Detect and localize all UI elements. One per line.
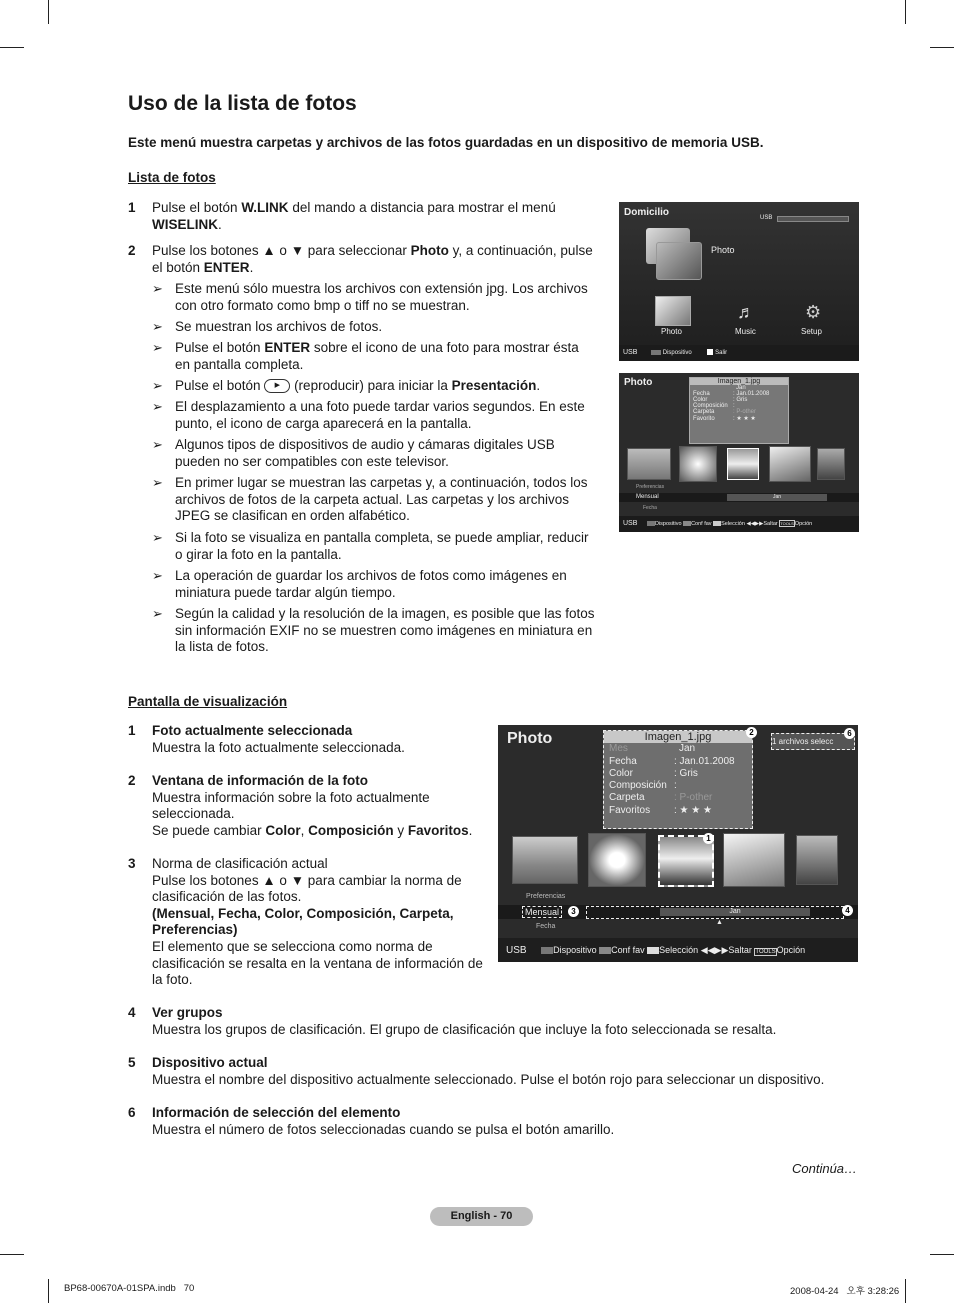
crop-mark — [0, 1254, 24, 1255]
music-note-icon[interactable]: ♬ — [737, 302, 755, 322]
play-icon: ▶ — [264, 379, 290, 393]
display-item-5: 5 Dispositivo actual Muestra el nombre del dispositivo actualmente seleccionado. Pulse el botón rojo para seleccionar un dispositivo. — [128, 1055, 825, 1087]
page-title: Uso de la lista de fotos — [128, 92, 357, 115]
thumbnail[interactable] — [723, 833, 785, 887]
status-bar: USB Dispositivo Conf fav Selección ◀◀▶▶Saltar TOOLSOpción — [498, 938, 858, 962]
callout-marker: 4 — [842, 905, 853, 916]
skip-icon: ◀◀▶▶ — [746, 521, 764, 527]
status-bar: USB Dispositivo Conf fav Selección ◀◀▶▶Saltar TOOLSOpción — [619, 516, 859, 532]
date-info: 2008-04-24 오후 3:28:26 — [790, 1286, 900, 1297]
crop-mark — [0, 47, 24, 48]
red-button-icon — [541, 947, 553, 954]
usb-label: USB — [760, 215, 773, 221]
arrow-icon: ➢ — [152, 281, 163, 296]
tv-screen-photo-large: Photo Imagen_1.jpg Mes Jan Fecha : Jan.01.2008 Color : Gris Composición : Carpeta : P-other Favoritos : ★ ★ ★ 2 1 archivos selecc 6 1 Preferencias Mensual 3 Jan 4 ▲ Fecha USB Dispositivo Conf fav Selección ◀◀▶▶Saltar TOOLSOpción — [498, 725, 858, 962]
note: ➢ Pulse el botón ENTER sobre el icono de una foto para mostrar ésta en pantalla completa. — [152, 340, 579, 372]
thumbnail[interactable] — [769, 446, 811, 482]
exit-icon — [707, 349, 713, 355]
arrow-icon: ➢ — [152, 606, 163, 621]
yellow-button-icon — [647, 947, 659, 954]
thumbnail[interactable] — [796, 835, 838, 885]
callout-marker: 1 — [703, 833, 714, 844]
selection-info: 1 archivos selecc — [771, 733, 855, 750]
section-heading: Pantalla de visualización — [128, 694, 288, 709]
crop-mark — [905, 0, 906, 24]
display-item-3: 3 Norma de clasificación actual Pulse los botones ▲ o ▼ para cambiar la norma de clasificación de las fotos. (Mensual, Fecha, Color, Composición, Carpeta, Preferencias) El elemento que se selecciona como norma de clasificación se resalta en la ventana de información de la foto. — [128, 856, 483, 988]
thumbnail[interactable] — [588, 833, 646, 887]
display-item-1: 1 Foto actualmente seleccionada Muestra la foto actualmente seleccionada. — [128, 723, 405, 755]
camera-icon — [656, 242, 702, 280]
section-heading: Lista de fotos — [128, 170, 216, 185]
menu-photo-icon[interactable] — [655, 296, 691, 326]
note: ➢ La operación de guardar los archivos de fotos como imágenes en miniatura puede tardar algún tiempo. — [152, 568, 567, 600]
arrow-icon: ➢ — [152, 378, 163, 393]
note: ➢ En primer lugar se muestran las carpetas y, a continuación, todos los archivos de fotos de la carpeta actual. Las carpetas y los archivos JPEG se clasifican en orden alfabético. — [152, 475, 588, 524]
thumbnail[interactable] — [627, 448, 671, 480]
tv-screen-home — [619, 202, 859, 361]
thumbnail[interactable] — [512, 836, 578, 884]
crop-mark — [48, 1279, 49, 1303]
note: ➢ Algunos tipos de dispositivos de audio y cámaras digitales USB pueden no ser compatibles con este televisor. — [152, 437, 555, 469]
note: ➢ Este menú sólo muestra los archivos con extensión jpg. Los archivos con otro formato como bmp o tiff no se muestran. — [152, 281, 588, 313]
callout-marker: 2 — [746, 727, 757, 738]
skip-icon: ◀◀▶▶ — [700, 945, 729, 955]
display-item-2: 2 Ventana de información de la foto Muestra información sobre la foto actualmente seleccionada. Se puede cambiar Color, Composición y Favoritos. — [128, 773, 473, 838]
tv-screen-photo-small: Photo Imagen_1.jpg Jan Fecha : Jan.01.2008 Color : Gris Composición : Carpeta : P-other Favorito : ★ ★ ★ Preferencias Mensual Jan Fecha USB Dispositivo Conf fav Selección ◀◀▶▶Saltar TOOLSOpción — [619, 373, 859, 532]
step-1: 1 Pulse el botón W.LINK del mando a distancia para mostrar el menú WISELINK. — [128, 200, 556, 232]
screen-title: Domicilio — [624, 207, 670, 218]
arrow-icon: ➢ — [152, 340, 163, 355]
photo-info-window: Imagen_1.jpg Mes Jan Fecha : Jan.01.2008 Color : Gris Composición : Carpeta : P-other Favoritos : ★ ★ ★ — [603, 730, 753, 829]
display-item-6: 6 Información de selección del elemento Muestra el número de fotos seleccionadas cuando se pulsa el botón amarillo. — [128, 1105, 615, 1137]
menu-setup-label: Setup — [801, 327, 822, 336]
note: ➢ Pulse el botón ▶ (reproducir) para iniciar la Presentación. — [152, 378, 541, 393]
red-button-icon — [651, 350, 661, 355]
screen-title: Photo — [624, 377, 653, 388]
usb-capacity-bar — [777, 216, 849, 222]
sort-rule: Mensual — [522, 906, 562, 918]
thumbnail[interactable] — [679, 446, 717, 482]
crop-mark — [48, 0, 49, 24]
intro-text: Este menú muestra carpetas y archivos de las fotos guardadas en un dispositivo de memoria USB. — [128, 135, 764, 150]
arrow-icon: ➢ — [152, 319, 163, 334]
crop-mark — [905, 1279, 906, 1303]
menu-music-label: Music — [735, 327, 756, 336]
green-button-icon — [599, 947, 611, 954]
crop-mark — [930, 47, 954, 48]
tools-icon: TOOLS — [755, 949, 776, 955]
note: ➢ El desplazamiento a una foto puede tardar varios segundos. En este punto, el icono de carga aparecerá en la pantalla. — [152, 399, 585, 431]
arrow-icon: ➢ — [152, 475, 163, 490]
arrow-icon: ➢ — [152, 399, 163, 414]
menu-photo-label: Photo — [661, 327, 682, 336]
callout-marker: 3 — [568, 906, 579, 917]
gear-icon[interactable]: ⚙ — [805, 302, 822, 322]
arrow-icon: ➢ — [152, 568, 163, 583]
callout-marker: 6 — [844, 728, 855, 739]
note: ➢ Se muestran los archivos de fotos. — [152, 319, 383, 334]
file-info: BP68-00670A-01SPA.indb 70 — [64, 1283, 195, 1294]
photo-label: Photo — [711, 245, 735, 255]
note: ➢ Según la calidad y la resolución de la imagen, es posible que las fotos sin información EXIF no se muestren como imágenes en miniatura en la lista de fotos. — [152, 606, 595, 655]
continued-label: Continúa… — [792, 1161, 858, 1176]
up-arrow-icon: ▲ — [716, 919, 723, 926]
screen-title: Photo — [507, 730, 553, 747]
crop-mark — [930, 1254, 954, 1255]
photo-info-window: Imagen_1.jpg Jan Fecha : Jan.01.2008 Color : Gris Composición : Carpeta : P-other Favorito : ★ ★ ★ — [689, 377, 789, 444]
arrow-icon: ➢ — [152, 437, 163, 452]
note: ➢ Si la foto se visualiza en pantalla completa, se puede ampliar, reducir o girar la foto en la pantalla. — [152, 530, 589, 562]
display-item-4: 4 Ver grupos Muestra los grupos de clasificación. El grupo de clasificación que incluye la foto seleccionada se resalta. — [128, 1005, 777, 1037]
thumbnail[interactable] — [817, 448, 845, 480]
page-number: English - 70 — [430, 1207, 533, 1226]
group-view: Jan — [660, 908, 810, 916]
step-2: 2 Pulse los botones ▲ o ▼ para seleccionar Photo y, a continuación, pulse el botón ENTER. — [128, 243, 593, 275]
arrow-icon: ➢ — [152, 530, 163, 545]
status-bar: USB Dispositivo Salir — [619, 345, 859, 361]
thumbnail[interactable] — [727, 448, 759, 480]
